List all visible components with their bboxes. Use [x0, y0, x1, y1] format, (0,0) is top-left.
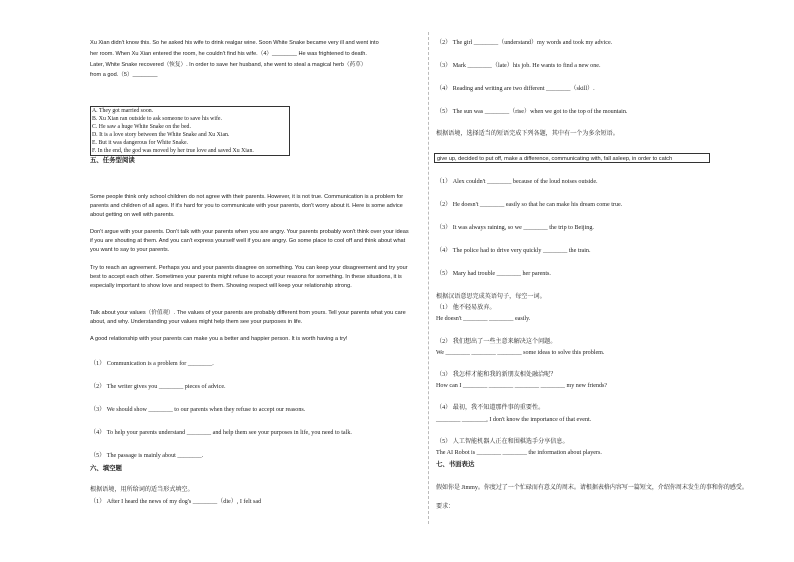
translate-cn: （2） 我们想出了一些主意来解决这个问题。 [436, 339, 557, 345]
phrase-question-3: （3） It was always raining, so we ________ the trip to Beijing. [436, 225, 594, 231]
phrase-question-2: （2） He doesn't ________ easily so that he can make his dream come true. [436, 202, 623, 208]
section-6-title: 六、填空题 [90, 465, 122, 472]
question-5: （5） The passage is mainly about ________. [90, 453, 204, 459]
phrase-question-4: （4） The police had to drive very quickly ________ the train. [436, 248, 591, 254]
translate-en: We ________ ________ ________ some ideas to solve this problem. [436, 350, 605, 356]
phrase-question-1: （1） Alex couldn't ________ because of the loud noises outside. [436, 179, 598, 185]
reading-paragraph: Don't argue with your parents. Don't talk with your parents when you are angry. Your parents probably won't think over your ideas if you are shouting at them. And you can't express yourself well if you are angry. Go some place to cool off and think about what you want to say to your parents. [90, 229, 409, 254]
passage-line: Xu Xian didn't know this. So he asked his wife to drink realgar wine. Soon White Snake became very ill and went into [90, 40, 379, 46]
fill-question-2: （2） The girl ________（understand）my words and took my advice. [436, 40, 613, 46]
fill-question-5: （5） The sun was ________（rise）when we got to the top of the mountain. [436, 109, 628, 115]
passage-line: Later, White Snake recovered（恢复）. In order to save her husband, she went to steal a magical herb（药草） [90, 62, 367, 68]
reading-paragraph: A good relationship with your parents can make you a better and happier person. It is worth having a try! [90, 336, 348, 342]
translate-cn: （1） 他不轻易放弃。 [436, 305, 496, 311]
option-f: F. In the end, the god was moved by her true love and saved Xu Xian. [92, 148, 254, 154]
translate-en: The AI Robot is ________ ________ the information about players. [436, 450, 602, 456]
question-4: （4） To help your parents understand ________ and help them see your purposes in life, you need to talk. [90, 430, 352, 436]
fill-question-4: （4） Reading and writing are two different ________（skill）. [436, 86, 595, 92]
translate-en: How can I ________ ________ ________ ________ my new friends? [436, 383, 608, 389]
translate-cn: （5） 人工智能机器人正在和围棋选手分享信息。 [436, 439, 569, 445]
translate-cn: （3） 我怎样才能和我的新朋友相处融洽呢？ [436, 372, 557, 378]
translate-en: He doesn't ________ ________ easily. [436, 316, 531, 322]
writing-prompt: 假如你是 Jimmy。你度过了一个忙碌而有意义的周末。请根据表格内容写一篇短文，介绍你周末发生的事和你的感受。 [436, 485, 748, 491]
column-divider [428, 32, 429, 524]
passage-line: from a god.（5）________ [90, 72, 158, 78]
option-b: B. Xu Xian ran outside to ask someone to save his wife. [92, 116, 222, 122]
question-3: （3） We should show ________ to our parents when they refuse to accept our reasons. [90, 407, 306, 413]
phrase-instruction: 根据语境，选择适当的短语完成下列各题，其中有一个为多余短语。 [436, 131, 619, 137]
phrase-word-list: give up, decided to put off, make a difference, communicating with, fall asleep, in order to catch [437, 155, 673, 162]
translate-cn: （4） 最初，我不知道那件事的重要性。 [436, 405, 545, 411]
section-7-title: 七、书面表达 [436, 461, 475, 468]
section-5-title: 五、任务型阅读 [90, 157, 135, 164]
options-box [90, 106, 290, 156]
option-a: A. They got married soon. [92, 108, 154, 114]
translate-en: ________ ________, I don't know the importance of that event. [436, 417, 592, 423]
option-c: C. He saw a huge White Snake on the bed. [92, 124, 191, 130]
question-1: （1） Communication is a problem for ________. [90, 361, 214, 367]
fill-question-3: （3） Mark ________（late）his job. He wants to find a new one. [436, 63, 601, 69]
writing-requirement: 要求： [436, 504, 455, 510]
reading-paragraph: Talk about your values（价值观）. The values of your parents are probably different from yours. Tell your parents what you care about, and why. Understanding your values might help them see your purposes in life. [90, 310, 406, 326]
phrase-word-box [434, 153, 710, 163]
option-d: D. It is a love story between the White Snake and Xu Xian. [92, 132, 230, 138]
passage-line: her room. When Xu Xian entered the room, he couldn't find his wife.（4）________ He was frightened to death. [90, 51, 367, 57]
phrase-question-5: （5） Mary had trouble ________ her parents. [436, 271, 551, 277]
option-e: E. But it was dangerous for White Snake. [92, 140, 189, 146]
translate-instruction: 根据汉语意思完成英语句子，每空一词。 [436, 294, 546, 300]
question-2: （2） The writer gives you ________ pieces of advice. [90, 384, 226, 390]
section-6-instruction: 根据语境，用所给词的适当形式填空。 [90, 487, 194, 493]
reading-paragraph: Some people think only school children do not agree with their parents. However, it is not true. Communication is a problem for parents and children of all ages. If it's hard for you to communicate with your parents, don't worry about it. Here is some advice about getting on well with parents. [90, 194, 404, 219]
reading-paragraph: Try to reach an agreement. Perhaps you and your parents disagree on something. You can keep your disagreement and try your best to accept each other. Sometimes your parents might refuse to accept your reasons for something. In these situations, it is especially important to show love and respect to them. Showing respect will keep your relationship strong. [90, 265, 408, 290]
fill-question-1: （1） After I heard the news of my dog's ________（die）, I felt sad [90, 499, 262, 505]
